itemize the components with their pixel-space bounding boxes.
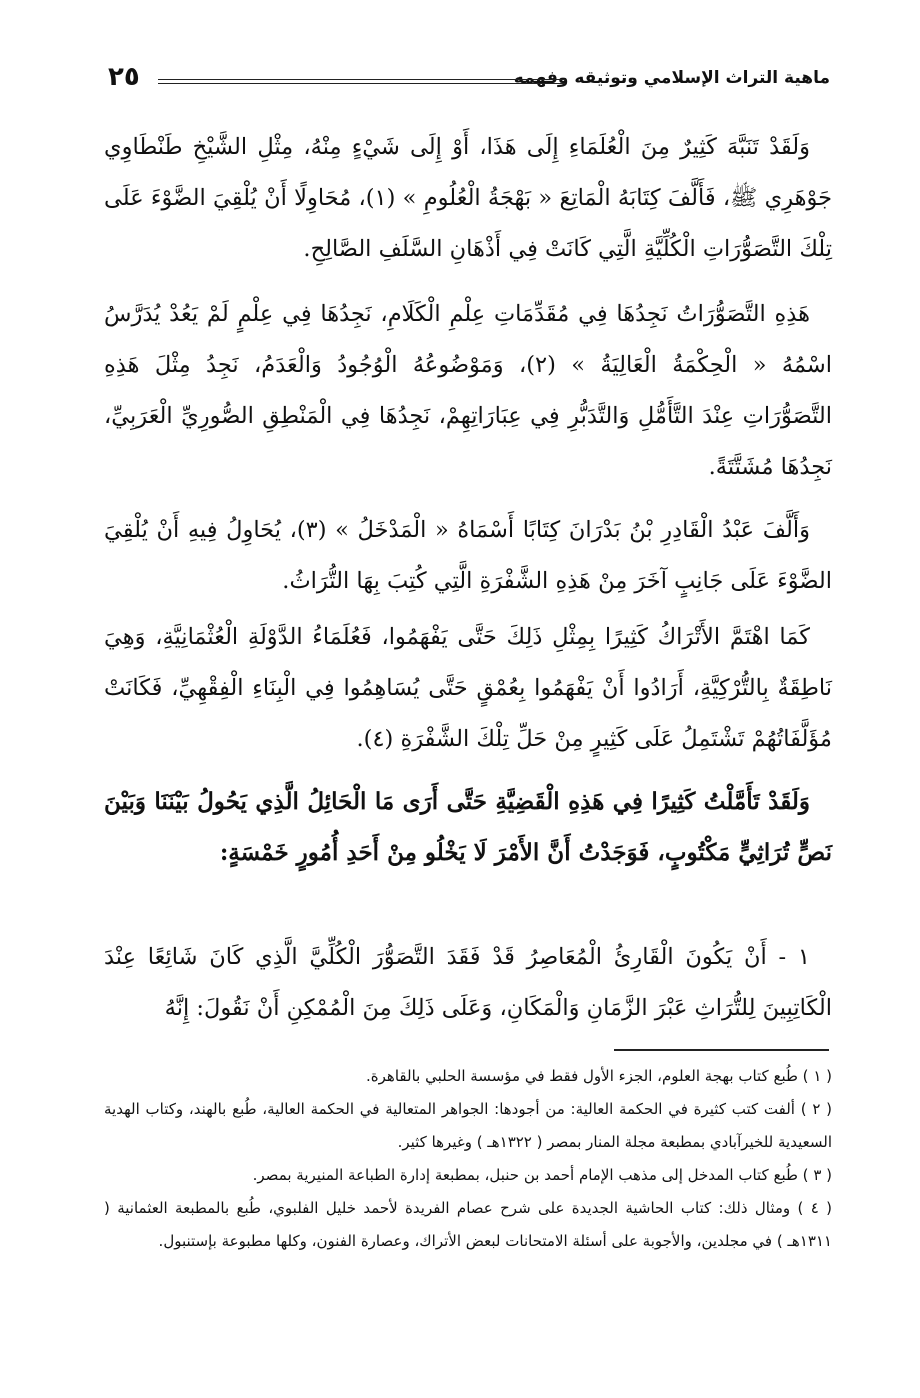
running-header: [108, 62, 830, 102]
paragraph-2-text: هَذِهِ التَّصَوُّرَاتُ نَجِدُهَا فِي مُقَدِّمَاتِ عِلْمِ الْكَلَامِ، نَجِدُهَا فِي عِلْمٍ لَمْ يَعُدْ يُدَرَّسُ اسْمُهُ « الْحِكْمَةُ الْعَالِيَةُ » (٢)، وَمَوْضُوعُهُ الْوُجُودُ وَالْعَدَمُ، نَجِدُ مِثْلَ هَذِهِ التَّصَوُّرَاتِ عِنْدَ التَّأَمُّلِ وَالتَّدَبُّرِ فِي عِبَارَاتِهِمْ، نَجِدُهَا فِي الْمَنْطِقِ الصُّورِيِّ الْعَرَبِيِّ، نَجِدُهَا مُشَتَّتَةً.: [104, 301, 832, 480]
paragraph-4-text: كَمَا اهْتَمَّ الأَتْرَاكُ كَثِيرًا بِمِثْلِ ذَلِكَ حَتَّى يَفْهَمُوا، فَعُلَمَاءُ الدَّوْلَةِ الْعُثْمَانِيَّةِ، وَهِيَ نَاطِقَةٌ بِالتُّرْكِيَّةِ، أَرَادُوا أَنْ يَفْهَمُوا بِعُمْقٍ حَتَّى يُسَاهِمُوا فِي الْبِنَاءِ الْفِقْهِيِّ، فَكَانَتْ مُؤَلَّفَاتُهُمْ تَشْتَمِلُ عَلَى كَثِيرٍ مِنْ حَلِّ تِلْكَ الشَّفْرَةِ (٤).: [104, 624, 832, 752]
page-number: ٢٥: [108, 62, 140, 92]
paragraph-2: [104, 289, 832, 493]
paragraph-3-text: وَأَلَّفَ عَبْدُ الْقَادِرِ بْنُ بَدْرَانَ كِتَابًا أَسْمَاهُ « الْمَدْخَلُ » (٣)، يُحَاوِلُ فِيهِ أَنْ يُلْقِيَ الضَّوْءَ عَلَى جَانِبٍ آخَرَ مِنْ هَذِهِ الشَّفْرَةِ الَّتِي كُتِبَ بِهَا التُّرَاثُ.: [104, 517, 832, 594]
footnote-1: ( ١ ) طُبع كتاب بهجة العلوم، الجزء الأول فقط في مؤسسة الحلبي بالقاهرة.: [366, 1067, 832, 1085]
paragraph-1: [104, 122, 832, 275]
footnote-separator: [614, 1049, 829, 1051]
paragraph-4: [104, 612, 832, 765]
paragraph-6-list-item: [104, 932, 832, 1034]
paragraph-5-text: وَلَقَدْ تَأَمَّلْتُ كَثِيرًا فِي هَذِهِ الْقَضِيَّةِ حَتَّى أَرَى مَا الْحَائِلُ الَّذِي يَحُولُ بَيْنَنَا وَبَيْنَ نَصٍّ تُرَاثِيٍّ مَكْتُوبٍ، فَوَجَدْتُ أَنَّ الأَمْرَ لَا يَخْلُو مِنْ أَحَدِ أُمُورٍ خَمْسَةٍ:: [104, 788, 832, 866]
paragraph-1-text: وَلَقَدْ تَنَبَّهَ كَثِيرٌ مِنَ الْعُلَمَاءِ إِلَى هَذَا، أَوْ إِلَى شَيْءٍ مِنْهُ، مِثْلِ الشَّيْخِ طَنْطَاوِي جَوْهَرِي ﷺ، فَأَلَّفَ كِتَابَهُ الْمَاتِعَ « بَهْجَةُ الْعُلُومِ » (١)، مُحَاوِلًا أَنْ يُلْقِيَ الضَّوْءَ عَلَى تِلْكَ التَّصَوُّرَاتِ الْكُلِّيَّةِ الَّتِي كَانَتْ فِي أَذْهَانِ السَّلَفِ الصَّالِحِ.: [104, 134, 832, 262]
paragraph-5-bold: [104, 776, 832, 878]
footnote-3: ( ٣ ) طُبع كتاب المدخل إلى مذهب الإمام أحمد بن حنبل، بمطبعة إدارة الطباعة المنيرية بمصر.: [252, 1166, 832, 1184]
footnotes: [104, 1060, 832, 1258]
header-rule: [158, 79, 565, 84]
running-title: ماهية التراث الإسلامي وتوثيقه وفهمه: [513, 68, 830, 88]
paragraph-3: [104, 505, 832, 607]
footnote-2: ( ٢ ) ألفت كتب كثيرة في الحكمة العالية: من أجودها: الجواهر المتعالية في الحكمة العالية، طُبع بالهند، وكتاب الهدية السعيدية للخيرآبادي بمطبعة مجلة المنار بمصر ( ١٣٢٢هـ ) وغيرها كثير.: [104, 1100, 832, 1151]
footnote-4: ( ٤ ) ومثال ذلك: كتاب الحاشية الجديدة على شرح عصام الفريدة لأحمد خليل الفلبوي، طُبع بالمطبعة العثمانية ( ١٣١١هـ ) في مجلدين، والأجوبة على أسئلة الامتحانات لبعض الأتراك، وعصارة الفنون، وكلها مطبوعة بإستنبول.: [104, 1199, 832, 1250]
paragraph-6-text: ١ - أَنْ يَكُونَ الْقَارِئُ الْمُعَاصِرُ قَدْ فَقَدَ التَّصَوُّرَ الْكُلِّيَّ الَّذِي كَانَ شَائِعًا عِنْدَ الْكَاتِبِينَ لِلتُّرَاثِ عَبْرَ الزَّمَانِ وَالْمَكَانِ، وَعَلَى ذَلِكَ مِنَ الْمُمْكِنِ أَنْ نَقُولَ: إِنَّهُ: [104, 944, 832, 1021]
